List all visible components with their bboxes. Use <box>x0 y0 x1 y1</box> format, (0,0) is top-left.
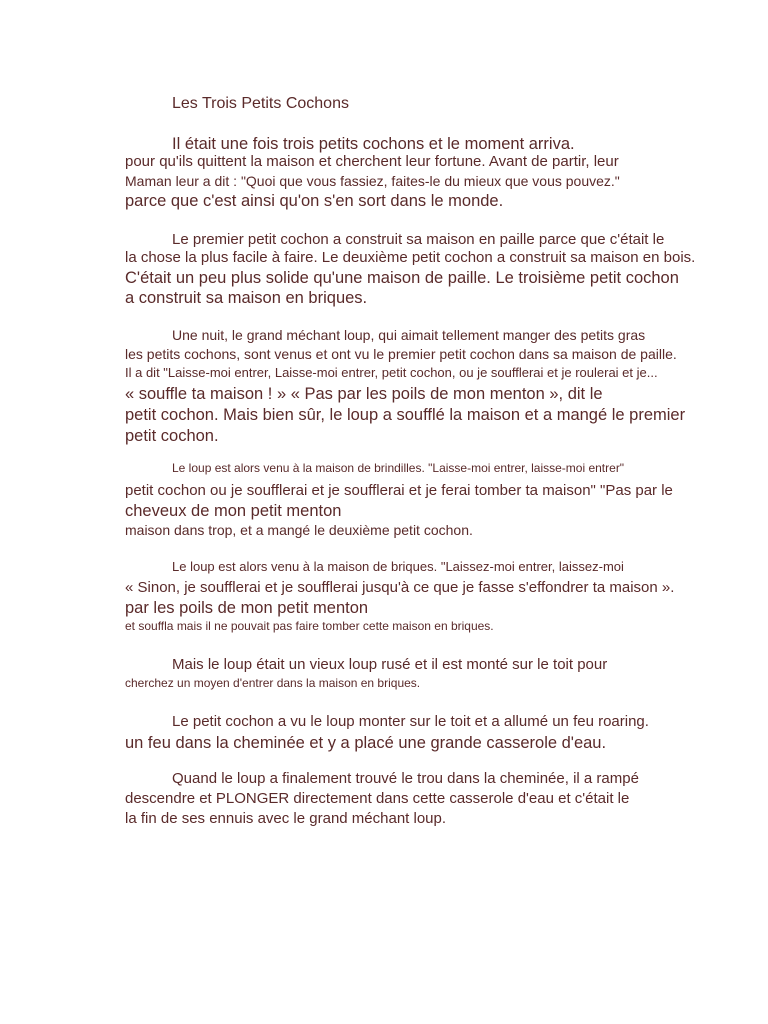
paragraph-1-line-2: pour qu'ils quittent la maison et cherchent leur fortune. Avant de partir, leur <box>125 153 619 170</box>
paragraph-8-line-1: Quand le loup a finalement trouvé le trou dans la cheminée, il a rampé <box>172 770 639 787</box>
paragraph-1-line-3: Maman leur a dit : "Quoi que vous fassiez, faites-le du mieux que vous pouvez." <box>125 173 620 189</box>
paragraph-4-line-4: maison dans trop, et a mangé le deuxième petit cochon. <box>125 522 473 538</box>
paragraph-3-line-2: les petits cochons, sont venus et ont vu le premier petit cochon dans sa maison de paille. <box>125 346 677 362</box>
paragraph-4-line-1: Le loup est alors venu à la maison de brindilles. "Laisse-moi entrer, laisse-moi entrer" <box>172 461 625 475</box>
paragraph-2-line-1: Le premier petit cochon a construit sa maison en paille parce que c'était le <box>172 231 665 248</box>
paragraph-6-line-1: Mais le loup était un vieux loup rusé et il est monté sur le toit pour <box>172 656 608 673</box>
paragraph-4-line-2: petit cochon ou je soufflerai et je soufflerai et je ferai tomber ta maison" "Pas par le <box>125 482 673 499</box>
paragraph-8-line-3: la fin de ses ennuis avec le grand méchant loup. <box>125 810 447 827</box>
paragraph-3-line-6: petit cochon. <box>125 427 219 445</box>
paragraph-8-line-2: descendre et PLONGER directement dans cette casserole d'eau et c'était le <box>125 790 630 807</box>
paragraph-3-line-4: « souffle ta maison ! » « Pas par les poils de mon menton », dit le <box>125 385 603 403</box>
paragraph-3-line-1: Une nuit, le grand méchant loup, qui aimait tellement manger des petits gras <box>172 327 646 343</box>
paragraph-2-line-2: la chose la plus facile à faire. Le deuxième petit cochon a construit sa maison en bois. <box>125 249 696 266</box>
paragraph-5-line-4: et souffla mais il ne pouvait pas faire tomber cette maison en briques. <box>125 619 494 633</box>
paragraph-7-line-2: un feu dans la cheminée et y a placé une grande casserole d'eau. <box>125 734 607 752</box>
paragraph-1-line-4: parce que c'est ainsi qu'on s'en sort dans le monde. <box>125 192 504 210</box>
paragraph-3-line-5: petit cochon. Mais bien sûr, le loup a soufflé la maison et a mangé le premier <box>125 406 686 424</box>
paragraph-5-line-2: « Sinon, je soufflerai et je soufflerai jusqu'à ce que je fasse s'effondrer ta maison ». <box>125 579 675 596</box>
paragraph-7-line-1: Le petit cochon a vu le loup monter sur le toit et a allumé un feu roaring. <box>172 713 649 730</box>
paragraph-4-line-3: cheveux de mon petit menton <box>125 502 342 520</box>
paragraph-5-line-1: Le loup est alors venu à la maison de briques. "Laissez-moi entrer, laissez-moi <box>172 559 624 574</box>
paragraph-2-line-3: C'était un peu plus solide qu'une maison de paille. Le troisième petit cochon <box>125 269 679 287</box>
paragraph-6-line-2: cherchez un moyen d'entrer dans la maison en briques. <box>125 676 421 690</box>
document-title: Les Trois Petits Cochons <box>172 95 349 112</box>
paragraph-3-line-3: Il a dit "Laisse-moi entrer, Laisse-moi entrer, petit cochon, ou je soufflerai et je roulerai et je... <box>125 365 658 380</box>
paragraph-2-line-4: a construit sa maison en briques. <box>125 289 368 307</box>
paragraph-5-line-3: par les poils de mon petit menton <box>125 599 369 617</box>
paragraph-1-line-1: Il était une fois trois petits cochons et le moment arriva. <box>172 135 575 153</box>
